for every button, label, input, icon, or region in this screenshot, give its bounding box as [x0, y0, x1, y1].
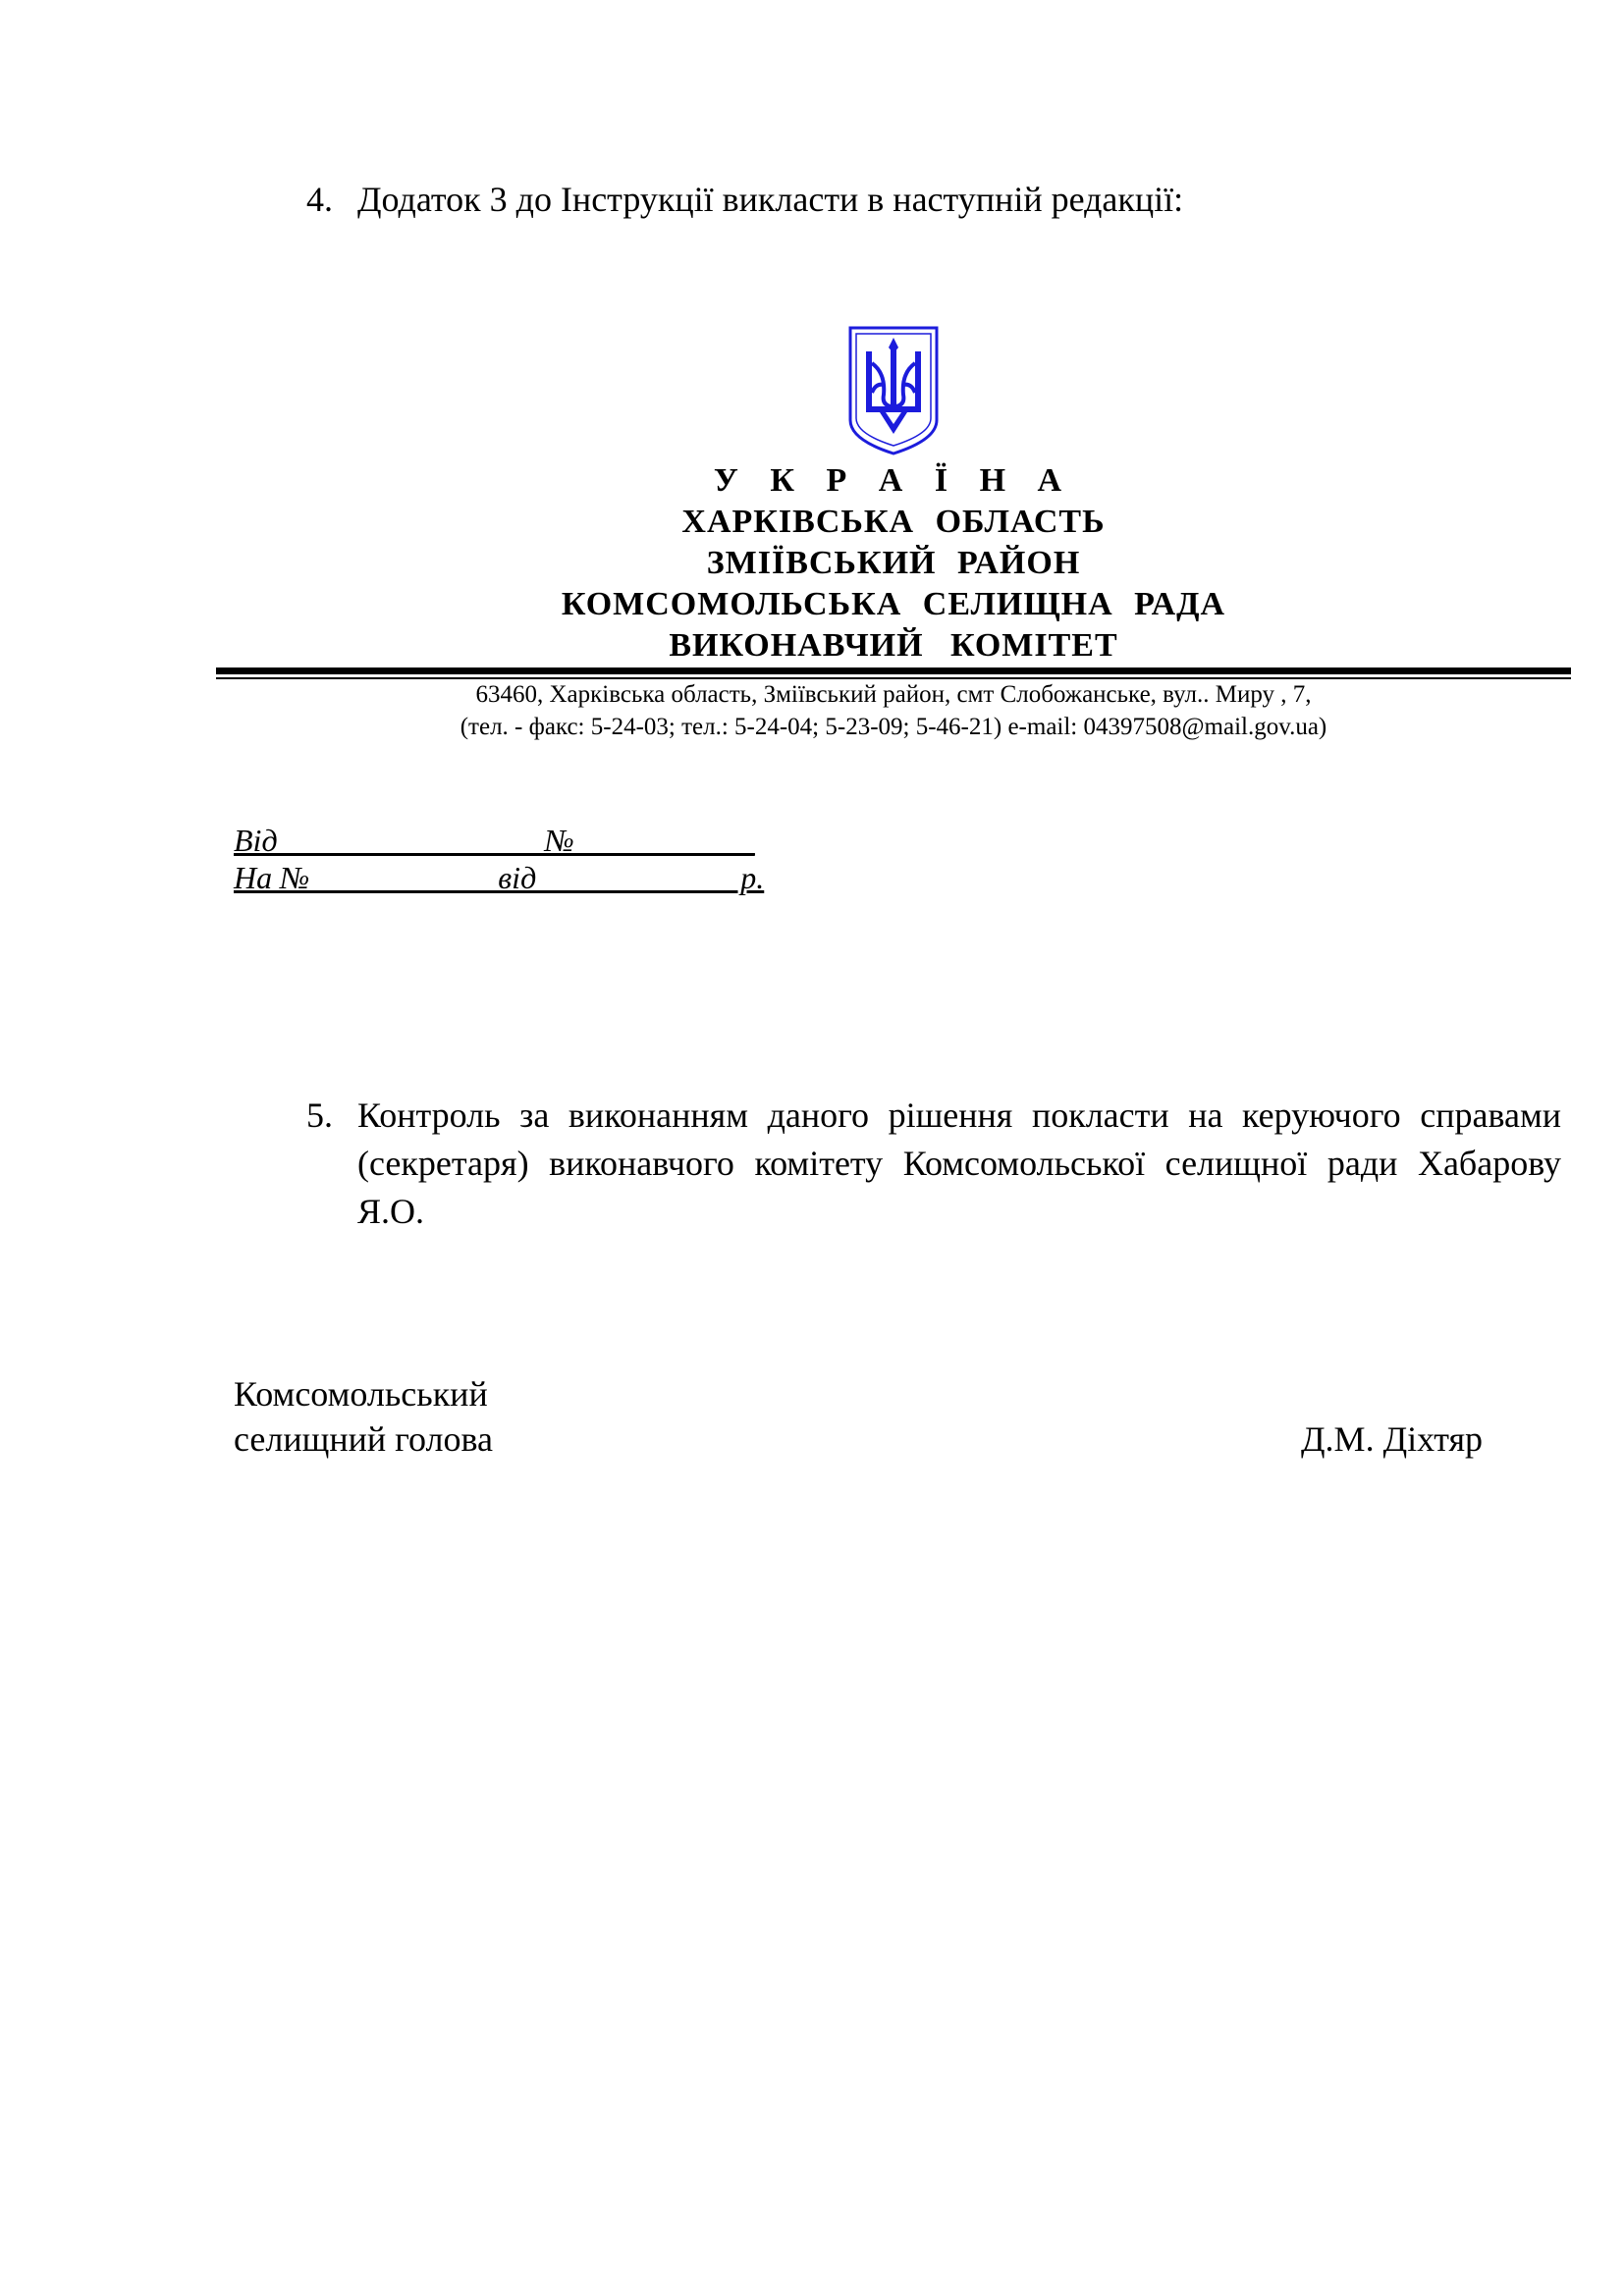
registration-date-number: Від ________________ № ___________: [234, 823, 755, 858]
item-4-paragraph: [306, 179, 1583, 220]
letterhead-address: 63460, Харківська область, Зміївський район, смт Слобожанське, вул.. Миру , 7,: [475, 681, 1312, 708]
signature-position-line2: селищний голова: [234, 1419, 494, 1459]
letterhead-divider-thick: [216, 667, 1571, 674]
letterhead-committee: ВИКОНАВЧИЙ КОМІТЕТ: [669, 627, 1118, 664]
letterhead-district: ЗМІЇВСЬКИЙ РАЙОН: [706, 545, 1081, 581]
signature-position: [234, 1371, 493, 1462]
item-4-number: 4.: [306, 180, 333, 219]
letterhead-country: У К Р А Ї Н А: [713, 462, 1074, 499]
letterhead-contacts: (тел. - факс: 5-24-03; тел.: 5-24-04; 5-23-09; 5-46-21) e-mail: 04397508@mail.gov.ua): [460, 714, 1327, 740]
registration-reply-reference: На № ___________ від ____________ р.: [234, 860, 765, 895]
item-5-number: 5.: [306, 1095, 333, 1135]
signature-name: Д.М. Діхтяр: [1301, 1419, 1484, 1459]
item-5-text: Контроль за виконанням даного рішення покласти на керуючого справами (секретаря) виконавчого комітету Комсомольської селищної ради Хабарову Я.О.: [357, 1095, 1561, 1231]
coat-of-arms-icon: [846, 324, 941, 457]
letterhead-council: КОМСОМОЛЬСЬКА СЕЛИЩНА РАДА: [561, 586, 1226, 622]
item-4-text: Додаток 3 до Інструкції викласти в наступній редакції:: [357, 180, 1184, 219]
signature-position-line1: Комсомольський: [234, 1374, 488, 1414]
item-5-paragraph: [306, 1092, 1561, 1236]
letterhead-region: ХАРКІВСЬКА ОБЛАСТЬ: [681, 504, 1106, 540]
